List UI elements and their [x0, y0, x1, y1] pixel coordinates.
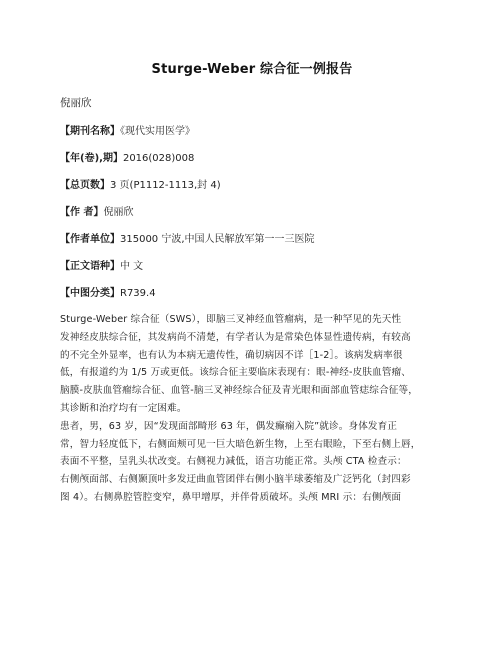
- meta-label: 【中图分类】: [60, 288, 120, 299]
- body-paragraph-case: [60, 418, 444, 507]
- meta-language: [60, 260, 444, 274]
- meta-value: 中 文: [120, 261, 144, 272]
- meta-year-volume-issue: [60, 152, 444, 166]
- meta-author: [60, 206, 444, 220]
- text-line: Sturge-Weber 综合征（SWS），即脑三叉神经血管瘤病，是一种罕见的先天性: [60, 314, 402, 325]
- meta-value: 《现代实用医学》: [120, 126, 195, 137]
- metadata-list: [60, 125, 444, 301]
- meta-classification: [60, 287, 444, 301]
- meta-label: 【作者单位】: [60, 234, 120, 245]
- author-name: 倪丽欣: [60, 97, 92, 109]
- text-line: 低，有报道约为 1/5 万或更低。该综合征主要临床表现有：眼-神经-皮肤血管瘤、: [60, 367, 412, 379]
- body-paragraph-intro: [60, 311, 444, 418]
- text-line: 常，智力轻度低下，右侧面颊可见一巨大暗色新生物，上至右眼睑，下至右侧上唇，: [60, 438, 421, 450]
- meta-label: 【作 者】: [60, 207, 104, 218]
- text-line: 右侧颅面部、右侧颞顶叶多发迂曲血管团伴右侧小脑半球萎缩及广泛钙化（封四彩: [60, 474, 411, 486]
- text-line: 图 4）。右侧鼻腔管腔变窄，鼻甲增厚，并伴骨质破坏。头颅 MRI 示：右侧颅面: [60, 491, 402, 503]
- meta-value: 倪丽欣: [103, 207, 134, 218]
- text-line: 表面不平整，呈乳头状改变。右侧视力减低，语言功能正常。头颅 CTA 检查示：: [60, 456, 407, 468]
- meta-value: 2016(028)008: [122, 153, 195, 164]
- meta-journal: [60, 125, 444, 139]
- document-title: Sturge-Weber 综合征一例报告: [151, 62, 353, 77]
- meta-label: 【年(卷),期】: [60, 153, 123, 164]
- meta-value: R739.4: [120, 288, 156, 299]
- meta-page-count: [60, 179, 444, 193]
- text-line: 脑膜-皮肤血管瘤综合征、血管-脑三叉神经综合征及青光眼和面部血管痣综合征等，: [60, 385, 418, 397]
- meta-value: 3 页(P1112-1113,封 4): [110, 180, 221, 191]
- meta-label: 【期刊名称】: [60, 126, 120, 137]
- meta-value: 315000 宁波,中国人民解放军第一一三医院: [120, 234, 315, 245]
- meta-author-affiliation: [60, 233, 444, 247]
- meta-label: 【总页数】: [60, 180, 110, 191]
- text-line: 发神经皮肤综合征，其发病尚不清楚，有学者认为是常染色体显性遗传病，有较高: [60, 331, 411, 343]
- text-line: 其诊断和治疗均有一定困难。: [60, 402, 187, 414]
- text-line: 患者，男，63 岁，因“发现面部畸形 63 年，偶发癫痫入院”就诊。身体发育正: [60, 420, 398, 432]
- meta-label: 【正文语种】: [60, 261, 120, 272]
- text-line: 的不完全外显率，也有认为本病无遗传性，确切病因不详［1-2］。该病发病率很: [60, 349, 403, 361]
